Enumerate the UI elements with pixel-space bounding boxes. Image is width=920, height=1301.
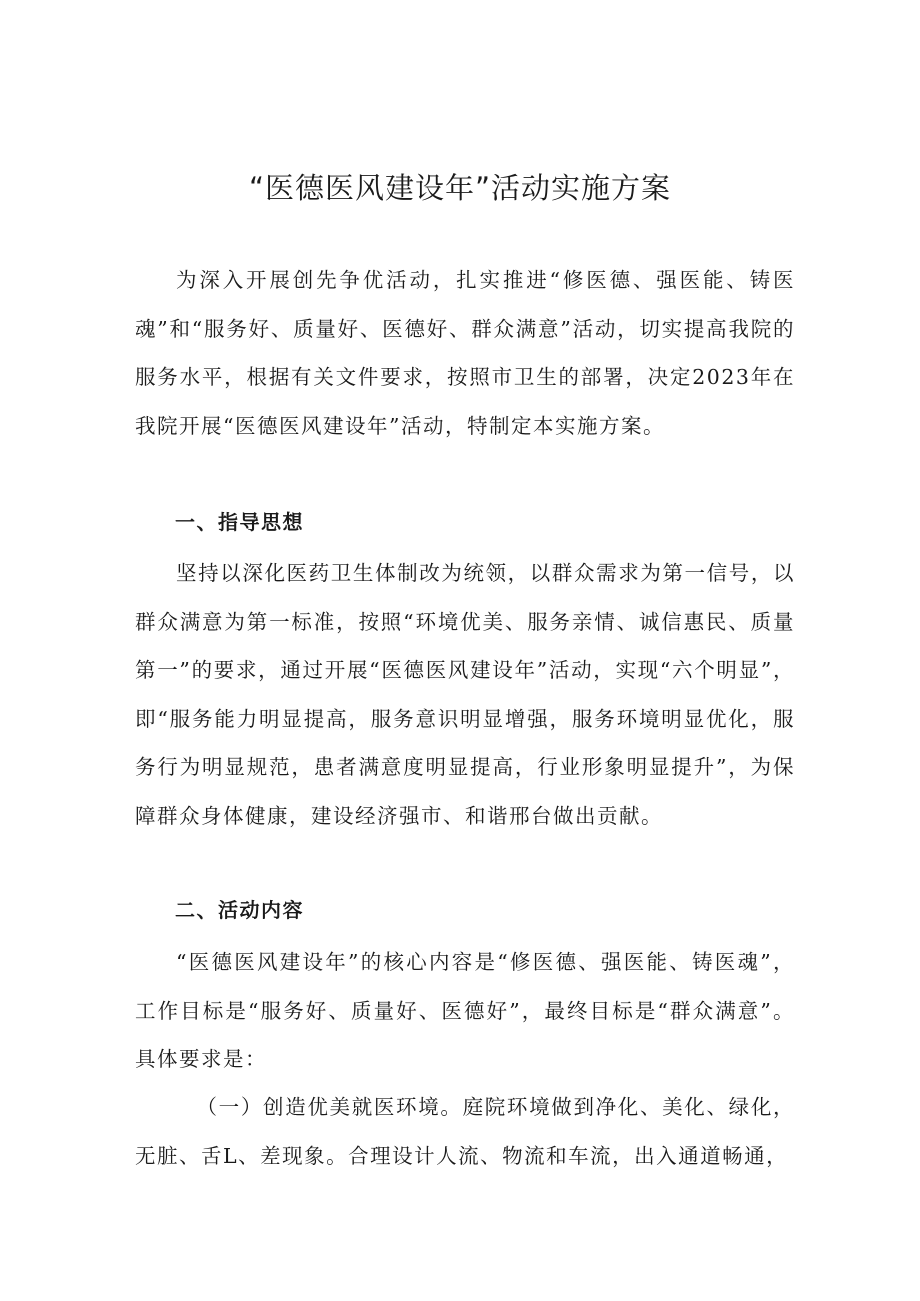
section-heading-activity-content: 二、活动内容 [175, 898, 304, 922]
activity-item-1-paragraph: （一）创造优美就医环境。庭院环境做到净化、美化、绿化，无脏、舌L、差现象。合理设计人流、物流和车流，出入通道畅通， [135, 1095, 795, 1168]
intro-paragraph: 为深入开展创先争优活动，扎实推进“修医德、强医能、铸医魂”和“服务好、质量好、医德好、群众满意”活动，切实提高我院的服务水平，根据有关文件要求，按照市卫生的部署，决定2023年在我院开展“医德医风建设年”活动，特制定本实施方案。 [135, 268, 795, 438]
section-heading-guiding-thought: 一、指导思想 [175, 510, 304, 534]
activity-content-paragraph: “医德医风建设年”的核心内容是“修医德、强医能、铸医魂”，工作目标是“服务好、质量好、医德好”，最终目标是“群众满意”。具体要求是： [135, 950, 795, 1071]
document-title: “医德医风建设年”活动实施方案 [248, 171, 672, 205]
guiding-thought-paragraph: 坚持以深化医药卫生体制改为统领，以群众需求为第一信号，以群众满意为第一标准，按照“环境优美、服务亲情、诚信惠民、质量第一”的要求，通过开展“医德医风建设年”活动，实现“六个明显”，即“服务能力明显提高，服务意识明显增强，服务环境明显优化，服务行为明显规范，患者满意度明显提高，行业形象明显提升”，为保障群众身体健康，建设经济强市、和谐邢台做出贡献。 [135, 561, 795, 828]
